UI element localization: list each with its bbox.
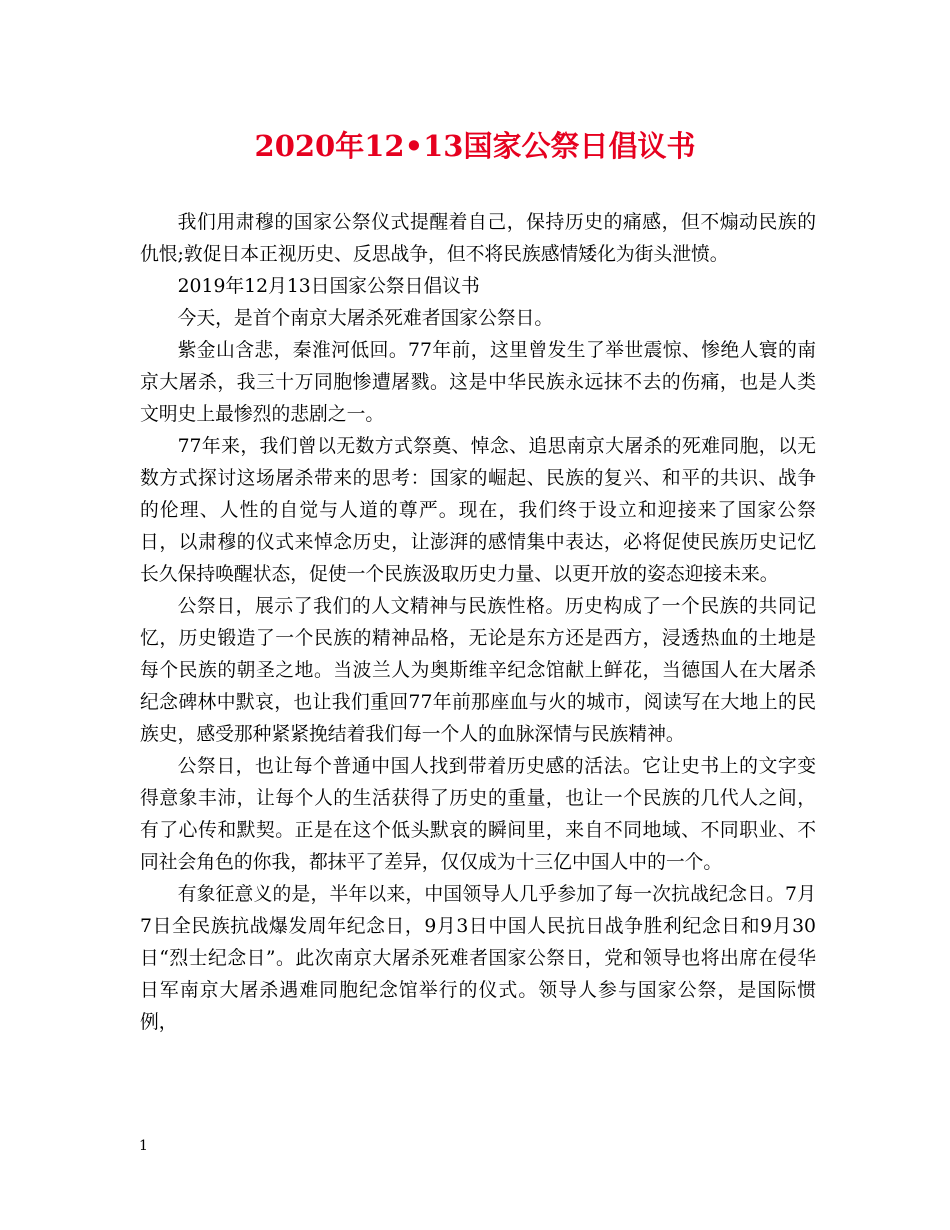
paragraph: 紫金山含悲，秦淮河低回。77年前，这里曾发生了举世震惊、惨绝人寰的南京大屠杀，我三十万同胞惨遭屠戮。这是中华民族永远抹不去的伤痛，也是人类文明史上最惨烈的悲剧之一。	[140, 340, 816, 425]
paragraph: 公祭日，展示了我们的人文精神与民族性格。历史构成了一个民族的共同记忆，历史锻造了一个民族的精神品格，无论是东方还是西方，浸透热血的土地是每个民族的朝圣之地。当波兰人为奥斯维辛纪念馆献上鲜花，当德国人在大屠杀纪念碑林中默哀，也让我们重回77年前那座血与火的城市，阅读写在大地上的民族史，感受那种紧紧挽结着我们每一个人的血脉深情与民族精神。	[140, 596, 816, 745]
document-title: 2020年12•13国家公祭日倡议书	[254, 129, 696, 163]
paragraph: 77年来，我们曾以无数方式祭奠、悼念、追思南京大屠杀的死难同胞，以无数方式探讨这场屠杀带来的思考：国家的崛起、民族的复兴、和平的共识、战争的伦理、人性的自觉与人道的尊严。现在，我们终于设立和迎接来了国家公祭日，以肃穆的仪式来悼念历史，让澎湃的感情集中表达，必将促使民族历史记忆长久保持唤醒状态，促使一个民族汲取历史力量、以更开放的姿态迎接未来。	[140, 436, 816, 585]
paragraph: 我们用肃穆的国家公祭仪式提醒着自己，保持历史的痛感，但不煽动民族的仇恨;敦促日本正视历史、反思战争，但不将民族感情矮化为街头泄愤。	[140, 212, 816, 265]
paragraph: 今天，是首个南京大屠杀死难者国家公祭日。	[177, 308, 554, 329]
document-body	[140, 207, 816, 1039]
paragraph: 2019年12月13日国家公祭日倡议书	[177, 276, 480, 297]
paragraph: 公祭日，也让每个普通中国人找到带着历史感的活法。它让史书上的文字变得意象丰沛，让每个人的生活获得了历史的重量，也让一个民族的几代人之间，有了心传和默契。正是在这个低头默哀的瞬间里，来自不同地域、不同职业、不同社会角色的你我，都抹平了差异，仅仅成为十三亿中国人中的一个。	[140, 756, 816, 873]
page-number: 1	[139, 1138, 148, 1154]
paragraph: 有象征意义的是，半年以来，中国领导人几乎参加了每一次抗战纪念日。7月7日全民族抗战爆发周年纪念日，9月3日中国人民抗日战争胜利纪念日和9月30日“烈士纪念日”。此次南京大屠杀死难者国家公祭日，党和领导也将出席在侵华日军南京大屠杀遇难同胞纪念馆举行的仪式。领导人参与国家公祭，是国际惯例，	[140, 884, 816, 1033]
